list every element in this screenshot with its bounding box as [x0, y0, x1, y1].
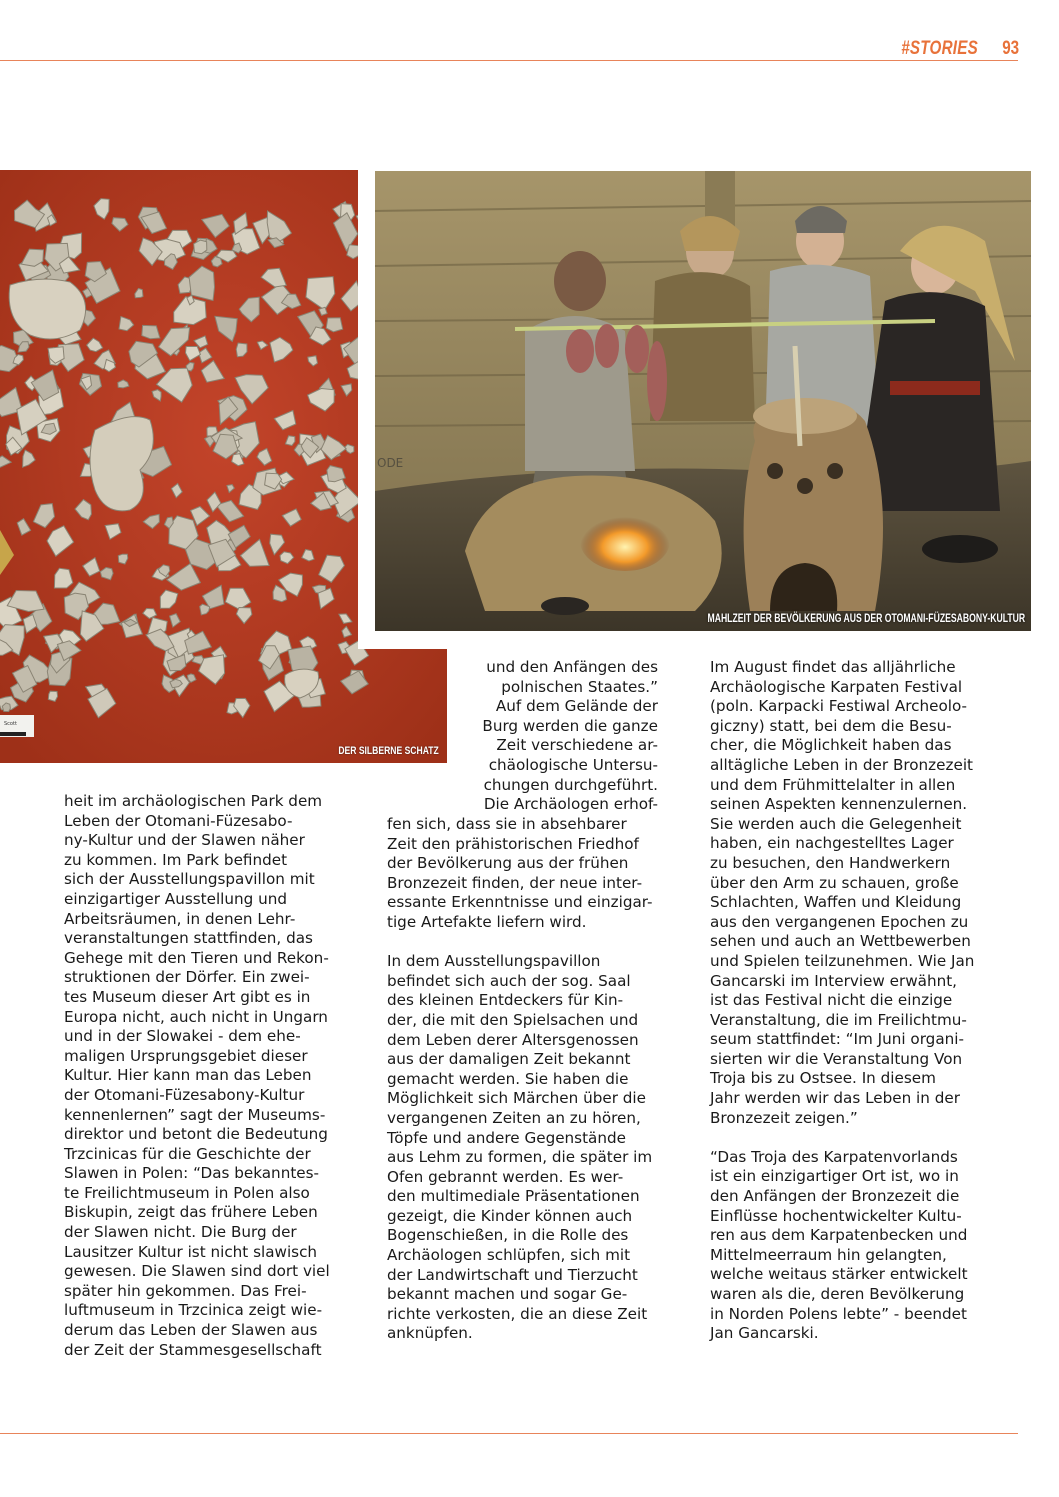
- text-line: zu besuchen, den Handwerkern: [710, 853, 951, 872]
- text-line: Ofen gebrannt werden. Es wer-: [387, 1167, 624, 1186]
- text-line: dem Leben derer Altersgenossen: [387, 1030, 639, 1049]
- text-line: Gehege mit den Tieren und Rekon-: [64, 948, 329, 967]
- text-line: des kleinen Entdeckers für Kin-: [387, 991, 624, 1010]
- text-line: “Das Troja des Karpatenvorlands: [710, 1147, 958, 1166]
- text-line: Töpfe und andere Gegenstände: [387, 1128, 626, 1147]
- camera-mark: ODE: [377, 456, 404, 470]
- text-line: te Freilichtmuseum in Polen also: [64, 1183, 310, 1202]
- text-line: richte verkosten, die an diese Zeit: [387, 1304, 648, 1323]
- text-line: polnischen Staates.”: [501, 677, 658, 696]
- text-line: kennenlernen” sagt der Museums-: [64, 1105, 326, 1124]
- text-line: veranstaltungen stattfinden, das: [64, 929, 313, 948]
- text-line: und dem Frühmittelalter in allen: [710, 775, 956, 794]
- text-line: Die Archäologen erhof-: [483, 795, 658, 814]
- text-line: seinen Aspekten kennenzulernen.: [710, 795, 968, 814]
- meal-illustration: [375, 171, 1031, 631]
- text-line: anknüpfen.: [387, 1324, 473, 1343]
- text-line: Sie werden auch die Gelegenheit: [710, 814, 962, 833]
- article-column-2-top: [480, 658, 658, 815]
- text-line: vergangenen Zeiten an zu hören,: [387, 1108, 641, 1127]
- text-line: der Landwirtschaft und Tierzucht: [387, 1265, 638, 1284]
- text-line: über den Arm zu schauen, große: [710, 873, 959, 892]
- text-line: seum stattfindet: “Im Juni organi-: [710, 1030, 964, 1049]
- text-line: bekannt machen und sogar Ge-: [387, 1285, 628, 1304]
- text-line: (poln. Karpacki Festiwal Archeolo-: [710, 697, 968, 716]
- text-line: Schlachten, Waffen und Kleidung: [710, 893, 962, 912]
- section-tag: #STORIES: [901, 38, 978, 59]
- text-line: in Norden Polens lebte” - beendet: [710, 1304, 967, 1323]
- text-line: ren aus dem Karpatenbecken und: [710, 1226, 968, 1245]
- text-line: derum das Leben der Slawen aus: [64, 1321, 318, 1340]
- text-line: später hin gekommen. Das Frei-: [64, 1281, 307, 1300]
- text-line: chungen durchgeführt.: [483, 775, 658, 794]
- header-divider: [0, 60, 1018, 61]
- text-line: giczny) statt, bei dem die Besu-: [710, 716, 952, 735]
- text-line: Bronzezeit finden, der neue inter-: [387, 873, 643, 892]
- text-line: der Slawen nicht. Die Burg der: [64, 1223, 297, 1242]
- text-line: Zeit verschiedene ar-: [496, 736, 658, 755]
- text-line: der Bevölkerung aus der frühen: [387, 854, 629, 873]
- article-column-2-bottom: [387, 815, 653, 1344]
- text-line: Arbeitsräumen, in denen Lehr-: [64, 909, 296, 928]
- text-line: welche weitaus stärker entwickelt: [710, 1265, 968, 1284]
- article-column-1: [64, 792, 330, 1360]
- text-line: Möglichkeit sich Märchen über die: [387, 1089, 646, 1108]
- text-line: Einflüsse hochentwickelter Kultu-: [710, 1206, 962, 1225]
- text-line: und den Anfängen des: [486, 658, 658, 676]
- text-line: essante Erkenntnisse und einzigar-: [387, 893, 653, 912]
- text-line: Slawen in Polen: “Das bekanntes-: [64, 1164, 320, 1183]
- text-line: Auf dem Gelände der: [495, 697, 658, 716]
- caption-meal: MAHLZEIT DER BEVÖLKERUNG AUS DER OTOMANI-FÜZESABONY-KULTUR: [707, 611, 1025, 625]
- text-line: fen sich, dass sie in absehbarer: [387, 815, 627, 833]
- text-line: der Otomani-Füzesabony-Kultur: [64, 1085, 305, 1104]
- text-line: Mittelmeerraum hin gelangten,: [710, 1245, 947, 1264]
- text-line: Im August findet das alljährliche: [710, 658, 956, 676]
- text-line: Gancarski im Interview erwähnt,: [710, 971, 957, 990]
- text-line: Zeit den prähistorischen Friedhof: [387, 834, 639, 853]
- text-line: luftmuseum in Trzcinica zeigt wie-: [64, 1301, 323, 1320]
- text-line: Trzcinicas für die Geschichte der: [64, 1144, 311, 1163]
- text-line: den multimediale Präsentationen: [387, 1187, 640, 1206]
- text-line: In dem Ausstellungspavillon: [387, 952, 601, 971]
- silver-fragment: [326, 318, 343, 332]
- text-line: und Spielen teilzunehmen. Wie Jan: [710, 951, 975, 970]
- silver-fragment: [48, 691, 57, 701]
- text-line: Kultur. Hier kann man das Leben: [64, 1066, 312, 1085]
- text-line: maligen Ursprungsgebiet dieser: [64, 1046, 308, 1065]
- text-line: tes Museum dieser Art gibt es in: [64, 987, 311, 1006]
- text-line: sehen und auch an Wettbewerben: [710, 932, 971, 951]
- text-line: ist ein einzigartiger Ort ist, wo in: [710, 1167, 959, 1186]
- footer-divider: [0, 1433, 1018, 1434]
- text-line: Europa nicht, auch nicht in Ungarn: [64, 1007, 328, 1026]
- text-line: Jan Gancarski.: [710, 1324, 819, 1343]
- text-line: aus Lehm zu formen, die später im: [387, 1148, 653, 1167]
- text-line: Archäologen schlüpfen, sich mit: [387, 1246, 631, 1265]
- text-line: der, die mit den Spielsachen und: [387, 1010, 639, 1029]
- text-line: aus der damaligen Zeit bekannt: [387, 1050, 631, 1069]
- silver-fragment: [142, 325, 160, 338]
- text-line: gezeigt, die Kinder können auch: [387, 1206, 633, 1225]
- text-line: gewesen. Die Slawen sind dort viel: [64, 1262, 330, 1281]
- page-number: 93: [1002, 38, 1019, 59]
- text-line: gemacht werden. Sie haben die: [387, 1069, 629, 1088]
- text-line: und in der Slowakei - dem ehe-: [64, 1027, 301, 1046]
- text-line: den Anfängen der Bronzezeit die: [710, 1187, 960, 1206]
- text-line: cher, die Möglichkeit haben das: [710, 736, 952, 755]
- text-line: ist das Festival nicht die einzige: [710, 991, 953, 1010]
- text-line: aus den vergangenen Epochen zu: [710, 912, 969, 931]
- text-line: Troja bis zu Ostsee. In diesem: [710, 1069, 936, 1088]
- text-line: haben, ein nachgestelltes Lager: [710, 834, 954, 853]
- text-line: struktionen der Dörfer. Ein zwei-: [64, 968, 310, 987]
- photo-bronze-age-meal: [375, 171, 1031, 631]
- text-line: sich der Ausstellungspavillon mit: [64, 870, 315, 889]
- text-line: Bronzezeit zeigen.”: [710, 1108, 858, 1127]
- text-line: sierten wir die Veranstaltung Von: [710, 1049, 963, 1068]
- text-line: Lausitzer Kultur ist nicht slawisch: [64, 1242, 318, 1261]
- text-line: waren als die, deren Bevölkerung: [710, 1285, 965, 1303]
- text-line: Archäologische Karpaten Festival: [710, 677, 963, 696]
- text-line: Leben der Otomani-Füzesabo-: [64, 811, 293, 830]
- text-line: alltägliche Leben in der Bronzezeit: [710, 755, 973, 774]
- text-line: ny-Kultur und der Slawen näher: [64, 831, 305, 850]
- text-line: befindet sich auch der sog. Saal: [387, 971, 631, 990]
- specimen-label: Scott: [4, 721, 17, 727]
- text-line: der Zeit der Stammesgesellschaft: [64, 1340, 322, 1359]
- text-line: chäologische Untersu-: [488, 755, 658, 774]
- text-line: direktor und betont die Bedeutung: [64, 1125, 328, 1144]
- text-line: Burg werden die ganze: [482, 716, 658, 735]
- text-line: zu kommen. Im Park befindet: [64, 850, 288, 869]
- text-line: heit im archäologischen Park dem: [64, 792, 323, 810]
- caption-silver-treasure: DER SILBERNE SCHATZ: [338, 745, 439, 757]
- text-line: Veranstaltung, die im Freilichtmu-: [710, 1010, 967, 1029]
- text-line: tige Artefakte liefern wird.: [387, 912, 587, 931]
- text-line: Bogenschießen, in die Rolle des: [387, 1226, 629, 1245]
- text-line: einzigartiger Ausstellung und: [64, 889, 287, 908]
- text-line: Jahr werden wir das Leben in der: [710, 1089, 960, 1108]
- article-column-3: [710, 658, 974, 1344]
- text-line: Biskupin, zeigt das frühere Leben: [64, 1203, 318, 1222]
